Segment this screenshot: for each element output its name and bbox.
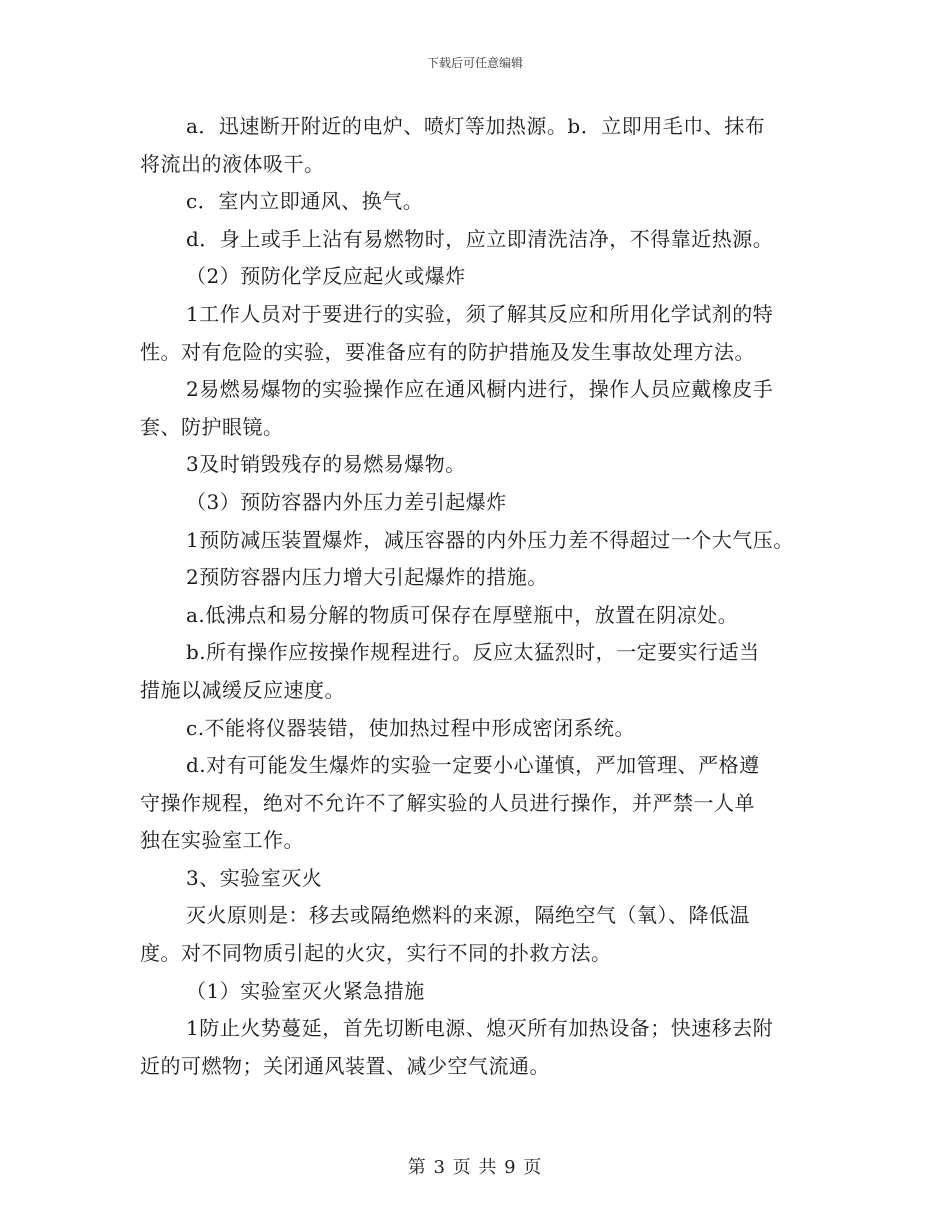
text-line: 独在实验室工作。 — [140, 828, 304, 853]
text-line: 措施以减缓反应速度。 — [140, 677, 345, 702]
text-line: a．迅速断开附近的电炉、喷灯等加热源。b．立即用毛巾、抹布 — [186, 114, 766, 138]
text-line: 性。对有危险的实验，要准备应有的防护措施及发生事故处理方法。 — [140, 339, 755, 364]
text-line: 1防止火势蔓延，首先切断电源、熄灭所有加热设备；快速移去附 — [186, 1016, 774, 1041]
text-line: 3、实验室灭火 — [186, 865, 323, 890]
text-line: 2易燃易爆物的实验操作应在通风橱内进行，操作人员应戴橡皮手 — [186, 377, 774, 402]
text-line: （3）预防容器内外压力差引起爆炸 — [186, 489, 507, 514]
text-line: c.不能将仪器装错，使加热过程中形成密闭系统。 — [186, 715, 636, 740]
text-line: （1）实验室灭火紧急措施 — [186, 978, 425, 1003]
text-line: c．室内立即通风、换气。 — [186, 189, 424, 214]
text-line: b.所有操作应按操作规程进行。反应太猛烈时，一定要实行适当 — [186, 640, 760, 665]
page-footer: 第 3 页 共 9 页 — [407, 1157, 543, 1178]
text-line: 将流出的液体吸干。 — [140, 151, 325, 176]
text-line: 1工作人员对于要进行的实验，须了解其反应和所用化学试剂的特 — [186, 301, 774, 326]
text-line: a.低沸点和易分解的物质可保存在厚壁瓶中，放置在阴凉处。 — [186, 602, 739, 627]
text-line: 度。对不同物质引起的火灾，实行不同的扑救方法。 — [140, 941, 612, 966]
text-line: 1预防减压装置爆炸，减压容器的内外压力差不得超过一个大气压。 — [186, 527, 794, 552]
text-line: 3及时销毁残存的易燃易爆物。 — [186, 452, 466, 477]
text-line: 近的可燃物；关闭通风装置、减少空气流通。 — [140, 1053, 550, 1078]
text-line: （2）预防化学反应起火或爆炸 — [186, 264, 466, 289]
text-line: 灭火原则是：移去或隔绝燃料的来源，隔绝空气（氧）、降低温 — [186, 903, 750, 928]
text-line: d．身上或手上沾有易燃物时，应立即清洗洁净，不得靠近热源。 — [186, 226, 774, 251]
text-line: d.对有可能发生爆炸的实验一定要小心谨慎，严加管理、严格遵 — [186, 753, 760, 778]
text-line: 2预防容器内压力增大引起爆炸的措施。 — [186, 565, 548, 590]
page-header: 下载后可任意编辑 — [426, 56, 523, 70]
text-line: 套、防护眼镜。 — [140, 414, 284, 439]
text-line: 守操作规程，绝对不允许不了解实验的人员进行操作，并严禁一人单 — [140, 790, 755, 815]
document-body — [140, 108, 830, 1085]
